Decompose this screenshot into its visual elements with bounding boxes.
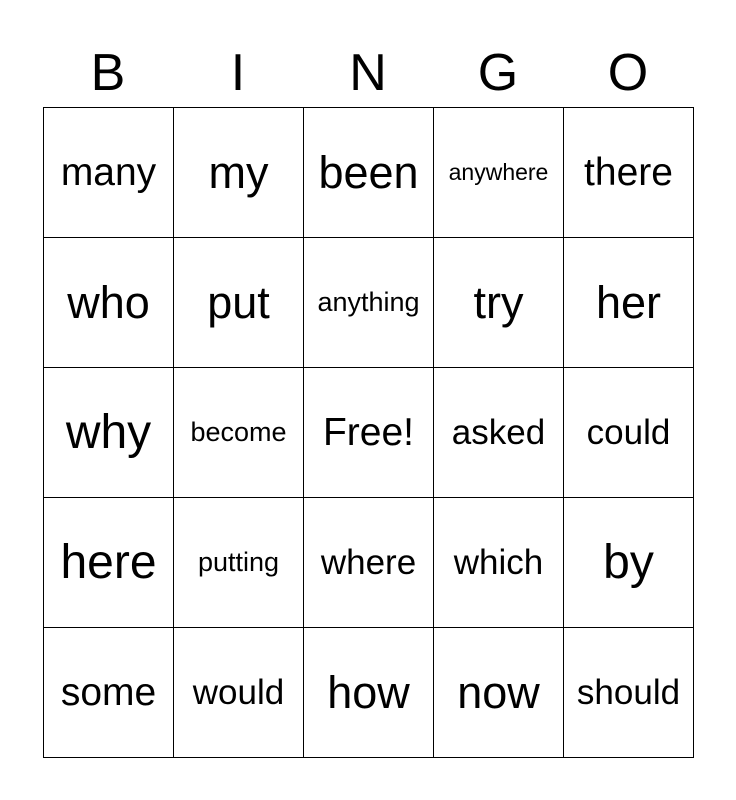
bingo-header bbox=[43, 38, 693, 108]
bingo-cell: been bbox=[304, 108, 434, 238]
header-letter-n: N bbox=[349, 44, 387, 102]
bingo-cell: where bbox=[304, 498, 434, 628]
bingo-cell: putting bbox=[174, 498, 304, 628]
bingo-cell: by bbox=[564, 498, 694, 628]
bingo-cell: how bbox=[304, 628, 434, 758]
bingo-cell: her bbox=[564, 238, 694, 368]
bingo-cell: here bbox=[44, 498, 174, 628]
header-letter-b: B bbox=[90, 44, 126, 102]
bingo-grid bbox=[43, 107, 694, 758]
bingo-cell-free: Free! bbox=[304, 368, 434, 498]
header-letter-i: I bbox=[230, 44, 246, 102]
bingo-cell: asked bbox=[434, 368, 564, 498]
bingo-cell: there bbox=[564, 108, 694, 238]
bingo-cell: become bbox=[174, 368, 304, 498]
bingo-cell: should bbox=[564, 628, 694, 758]
bingo-cell: some bbox=[44, 628, 174, 758]
bingo-cell: now bbox=[434, 628, 564, 758]
header-letter-o: O bbox=[607, 44, 649, 102]
bingo-cell: my bbox=[174, 108, 304, 238]
bingo-cell: anything bbox=[304, 238, 434, 368]
bingo-cell: who bbox=[44, 238, 174, 368]
bingo-cell: why bbox=[44, 368, 174, 498]
bingo-cell: would bbox=[174, 628, 304, 758]
bingo-cell: could bbox=[564, 368, 694, 498]
bingo-cell: which bbox=[434, 498, 564, 628]
header-letter-g: G bbox=[477, 44, 519, 102]
bingo-cell: many bbox=[44, 108, 174, 238]
bingo-cell: anywhere bbox=[434, 108, 564, 238]
bingo-cell: try bbox=[434, 238, 564, 368]
bingo-cell: put bbox=[174, 238, 304, 368]
